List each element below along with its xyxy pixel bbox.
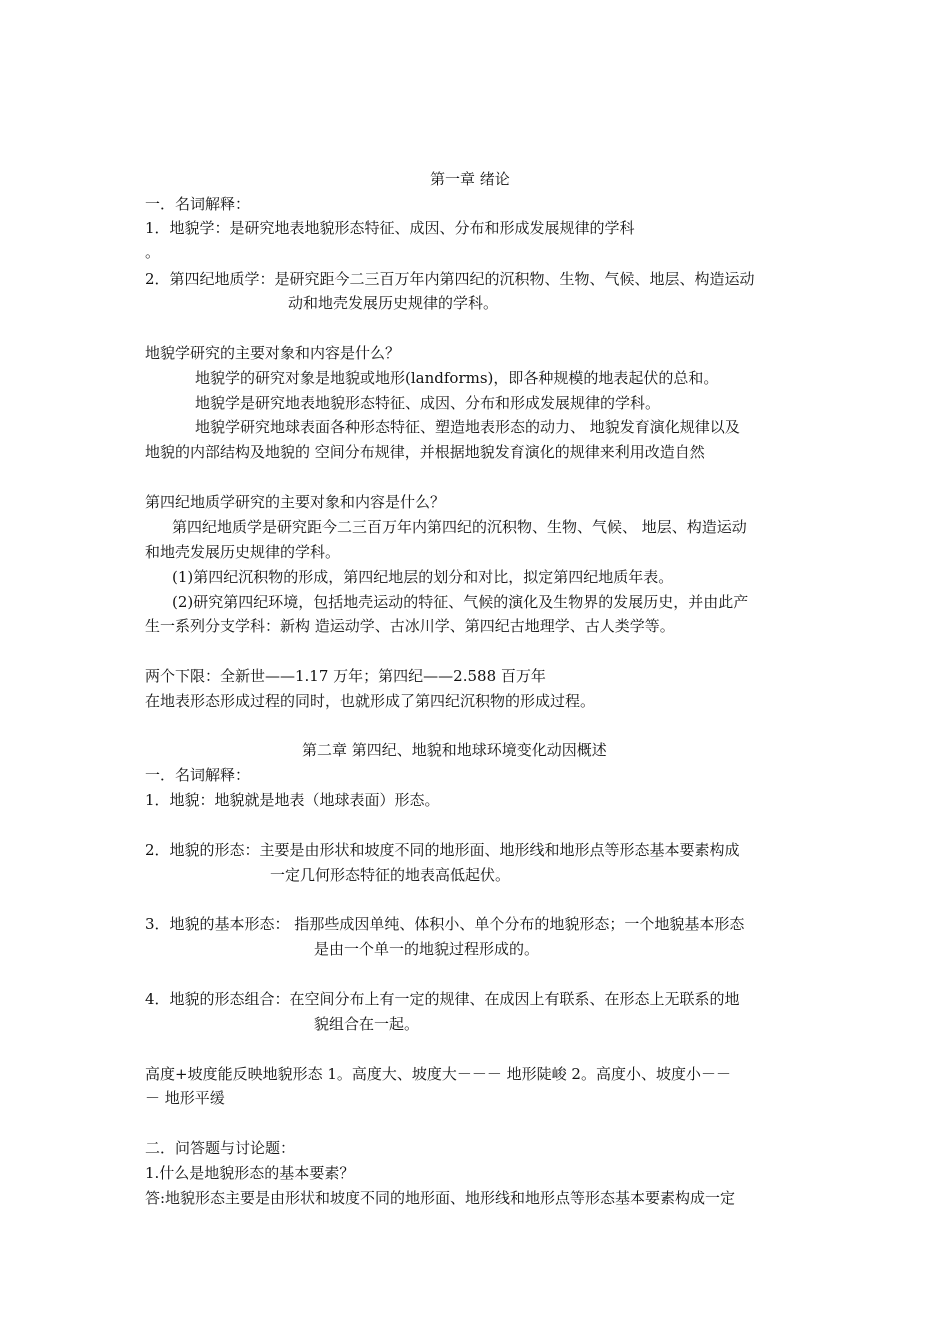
chapter1-question1: 地貌学研究的主要对象和内容是什么？ — [145, 344, 401, 362]
chapter2-slope-note-line2: － 地形平缓 — [145, 1089, 225, 1107]
chapter2-term1: 1．地貌：地貌就是地表（地球表面）形态。 — [145, 791, 440, 809]
chapter2-section-label: 一．名词解释： — [145, 766, 251, 784]
chapter1-q2-paragraph1-line1: 第四纪地质学是研究距今二三百万年内第四纪的沉积物、生物、气候、 地层、构造运动 — [172, 518, 747, 536]
chapter1-q1-paragraph1: 地貌学的研究对象是地貌或地形(landforms)，即各种规模的地表起伏的总和。 — [195, 369, 719, 387]
chapter1-question2: 第四纪地质学研究的主要对象和内容是什么？ — [145, 493, 446, 511]
chapter2-slope-note-line1: 高度+坡度能反映地貌形态 1。高度大、坡度大－－－ 地形陡峻 2。高度小、坡度小－－ — [145, 1065, 731, 1083]
chapter1-q2-paragraph1-line2: 和地壳发展历史规律的学科。 — [145, 543, 341, 561]
chapter1-term1-tail: 。 — [145, 243, 161, 261]
chapter2-title: 第二章 第四纪、地貌和地球环境变化动因概述 — [302, 741, 607, 759]
chapter1-title: 第一章 绪论 — [430, 170, 510, 188]
chapter1-formation-note: 在地表形态形成过程的同时，也就形成了第四纪沉积物的形成过程。 — [145, 692, 596, 710]
chapter1-section-label: 一．名词解释： — [145, 195, 251, 213]
chapter1-q1-paragraph2: 地貌学是研究地表地貌形态特征、成因、分布和形成发展规律的学科。 — [195, 394, 661, 412]
chapter1-q2-paragraph3-line2: 生一系列分支学科：新构 造运动学、古冰川学、第四纪古地理学、古人类学等。 — [145, 617, 675, 635]
chapter1-term1: 1．地貌学：是研究地表地貌形态特征、成因、分布和形成发展规律的学科 — [145, 219, 635, 237]
chapter2-term2-line1: 2．地貌的形态：主要是由形状和坡度不同的地形面、地形线和地形点等形态基本要素构成 — [145, 841, 740, 859]
chapter1-q2-paragraph3-line1: (2)研究第四纪环境，包括地壳运动的特征、气候的演化及生物界的发展历史，并由此产 — [172, 593, 749, 611]
chapter2-term2-line2: 一定几何形态特征的地表高低起伏。 — [270, 866, 511, 884]
chapter1-q1-paragraph3-line1: 地貌学研究地球表面各种形态特征、塑造地表形态的动力、 地貌发育演化规律以及 — [195, 418, 740, 436]
chapter2-term4-line2: 貌组合在一起。 — [314, 1015, 420, 1033]
chapter1-lower-limits: 两个下限：全新世——1.17 万年；第四纪——2.588 百万年 — [145, 667, 546, 685]
chapter1-q1-paragraph3-line2: 地貌的内部结构及地貌的 空间分布规律，并根据地貌发育演化的规律来利用改造自然 — [145, 443, 705, 461]
chapter2-term4-line1: 4．地貌的形态组合：在空间分布上有一定的规律、在成因上有联系、在形态上无联系的地 — [145, 990, 740, 1008]
chapter2-section2-label: 二．问答题与讨论题： — [145, 1139, 296, 1157]
chapter2-term3-line2: 是由一个单一的地貌过程形成的。 — [314, 940, 540, 958]
chapter2-question1: 1.什么是地貌形态的基本要素？ — [145, 1164, 355, 1182]
chapter1-q2-paragraph2: (1)第四纪沉积物的形成，第四纪地层的划分和对比，拟定第四纪地质年表。 — [172, 568, 674, 586]
chapter2-answer1: 答:地貌形态主要是由形状和坡度不同的地形面、地形线和地形点等形态基本要素构成一定 — [145, 1189, 736, 1207]
chapter1-term2-line2: 动和地壳发展历史规律的学科。 — [288, 294, 499, 312]
chapter2-term3-line1: 3．地貌的基本形态： 指那些成因单纯、体积小、单个分布的地貌形态；一个地貌基本形态 — [145, 915, 745, 933]
chapter1-term2-line1: 2．第四纪地质学：是研究距今二三百万年内第四纪的沉积物、生物、气候、地层、构造运动 — [145, 270, 755, 288]
